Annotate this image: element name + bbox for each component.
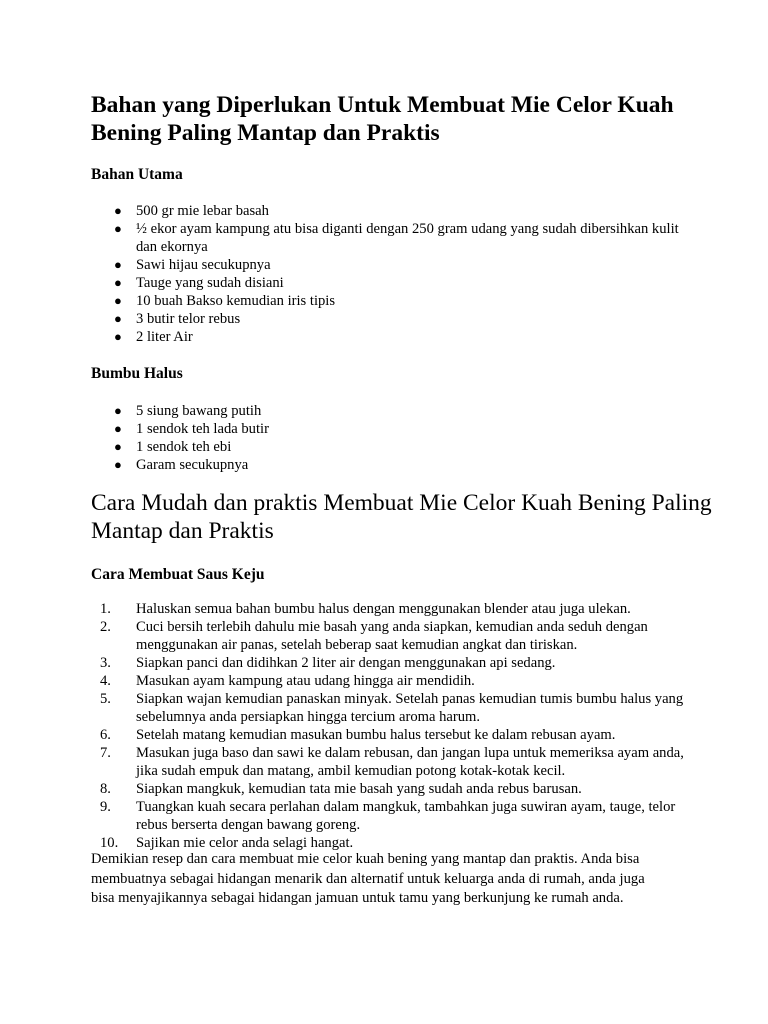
list-item: ● ½ ekor ayam kampung atu bisa diganti dengan 250 gram udang yang sudah dibersihkan kulit dan ekornya [114,221,679,255]
list-item: 5. Siapkan wajan kemudian panaskan minyak. Setelah panas kemudian tumis bumbu halus yang sebelumnya anda persiapkan hingga tercium aroma harum. [100,691,684,725]
list-item: ● 5 siung bawang putih [114,403,262,419]
list-item: ● 3 butir telor rebus [114,311,241,327]
bullet-icon: ● [114,311,122,326]
closing-paragraph: Demikian resep dan cara membuat mie celor kuah bening yang mantap dan praktis. Anda bisa membuatnya sebagai hidangan menarik dan alternatif untuk keluarga anda di rumah, anda juga bisa menyajikannya sebagai hidangan jamuan untuk tamu yang berkunjung ke rumah anda. [91,851,645,906]
list-bahan-utama [0,202,696,346]
list-item: ● 500 gr mie lebar basah [114,203,269,219]
list-item: 8. Siapkan mangkuk, kemudian tata mie basah yang sudah anda rebus barusan. [100,781,582,797]
list-item: 7. Masukan juga baso dan sawi ke dalam rebusan, dan jangan lupa untuk memeriksa ayam anda, jika sudah empuk dan matang, ambil kemudian potong kotak-kotak kecil. [100,745,684,779]
list-item: 10. Sajikan mie celor anda selagi hangat. [100,835,354,851]
heading-cara-membuat: Cara Membuat Saus Keju [91,566,265,583]
list-item: ● 1 sendok teh ebi [114,439,232,455]
bullet-icon: ● [114,403,122,418]
list-item: 2. Cuci bersih terlebih dahulu mie basah yang anda siapkan, kemudian anda seduh dengan menggunakan air panas, setelah beberap saat kemudian angkat dan tiriskan. [100,619,648,653]
list-item: 4. Masukan ayam kampung atau udang hingga air mendidih. [100,673,475,689]
list-item: 6. Setelah matang kemudian masukan bumbu halus tersebut ke dalam rebusan ayam. [100,727,616,743]
list-item: 3. Siapkan panci dan didihkan 2 liter air dengan menggunakan api sedang. [100,655,556,671]
section-title: Cara Mudah dan praktis Membuat Mie Celor Kuah Bening Paling Mantap dan Praktis [91,490,712,544]
bullet-icon: ● [114,329,122,344]
list-item: ● 2 liter Air [114,329,193,345]
bullet-icon: ● [114,257,122,272]
list-item: ● Sawi hijau secukupnya [114,257,271,273]
bullet-icon: ● [114,203,122,218]
bullet-icon: ● [114,293,122,308]
page-title: Bahan yang Diperlukan Untuk Membuat Mie Celor Kuah Bening Paling Mantap dan Praktis [91,92,674,146]
list-item: 9. Tuangkan kuah secara perlahan dalam mangkuk, tambahkan juga suwiran ayam, tauge, telor rebus berserta dengan bawang goreng. [100,799,676,833]
heading-bumbu-halus: Bumbu Halus [91,365,183,382]
list-item: ● 10 buah Bakso kemudian iris tipis [114,293,336,309]
list-item: ● Tauge yang sudah disiani [114,275,284,291]
bullet-icon: ● [114,221,122,236]
list-bumbu-halus [0,402,696,474]
list-item: 1. Haluskan semua bahan bumbu halus dengan menggunakan blender atau juga ulekan. [100,601,631,617]
list-cara-membuat [0,600,696,852]
list-item: ● Garam secukupnya [114,457,249,473]
bullet-icon: ● [114,275,122,290]
list-item: ● 1 sendok teh lada butir [114,421,269,437]
bullet-icon: ● [114,421,122,436]
bullet-icon: ● [114,457,122,472]
bullet-icon: ● [114,439,122,454]
heading-bahan-utama: Bahan Utama [91,166,183,183]
